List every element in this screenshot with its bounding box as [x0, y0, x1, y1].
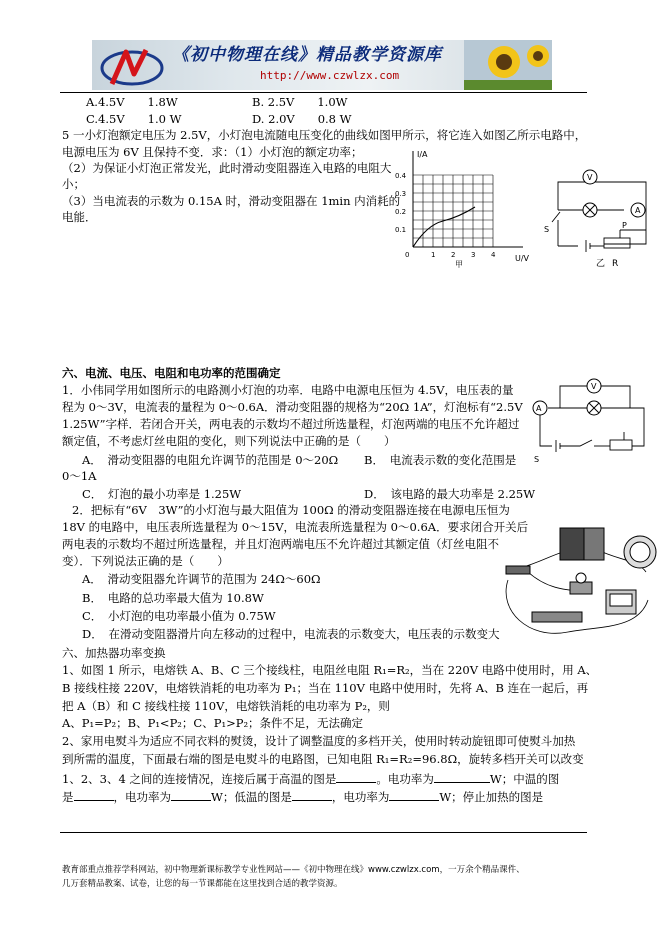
x-tick: 4 [491, 251, 496, 259]
heat-q2-line1: 2、家用电熨斗为适应不同衣料的熨烫，设计了调整温度的多档开关，使用时转动旋钮即可使熨斗加热 [62, 734, 576, 748]
heat-q2-line2: 到所需的温度，下面最右端的图是电熨斗的电路图，已知电阻 R₁=R₂=96.8Ω，旋转多档开关可以改变 [62, 752, 584, 766]
circuit-yi [538, 160, 660, 270]
ammeter-label: A [635, 206, 641, 215]
s6-p1-option-c: C． 灯泡的最小功率是 1.25W [82, 487, 242, 501]
s6-p2-line1: 2．把标有“6V 3W”的小灯泡与最大阻值为 100Ω 的滑动变阻器连接在电源电压恒为 [72, 503, 510, 517]
prev-option-c: C.4.5V 1.0 W [86, 112, 182, 126]
q5-line1: 5 一小灯泡额定电压为 2.5V，小灯泡电流随电压变化的曲线如图甲所示，将它连入如图乙所示电路中， [62, 128, 587, 142]
s6-p2-option-c: C． 小灯泡的电功率最小值为 0.75W [82, 609, 276, 623]
heat-q2-line4-part1: 是 [62, 790, 74, 804]
heat-q1-line3: 把 A（B）和 C 接线柱接 110V，电熔铁消耗的电功率为 P₂，则 [62, 699, 390, 713]
heat-q2-line4-part5: W；停止加热的图是 [439, 790, 544, 804]
y-tick: 0.4 [395, 172, 407, 180]
s6-p2-line3: 两电表的示数均不超过所选量程，并且灯泡两端电压不允许超过其额定值（灯丝电阻不 [62, 537, 499, 551]
heat-q2-line3-part3: W；中温的图 [489, 772, 560, 786]
heat-q1-line2: B 接线柱接 220V，电熔铁消耗的电功率为 P₁；当在 110V 电路中使用时，先将 A、B 连在一起后，再 [62, 681, 589, 695]
switch-label: S [534, 455, 540, 464]
answer-blank[interactable] [171, 790, 211, 801]
x-tick: 3 [471, 251, 476, 259]
x-tick: 2 [451, 251, 456, 259]
x-tick: 0 [405, 251, 410, 259]
graph-caption: 甲 [455, 260, 463, 269]
s6-p1-option-b-cont: 0～1A [62, 469, 97, 483]
circuit-caption: 乙 [596, 259, 606, 269]
q5-line4: 小； [62, 177, 85, 191]
s6-p2-option-b: B． 电路的总功率最大值为 10.8W [82, 591, 264, 605]
heat-q2-line3 [62, 772, 559, 786]
prev-option-a: A.4.5V 1.8W [86, 95, 178, 109]
heat-q2-line4 [62, 790, 543, 804]
y-tick: 0.2 [395, 208, 407, 216]
logo-icon [98, 44, 164, 88]
q5-line2: 电源电压为 6V 且保持不变．求：（1）小灯泡的额定功率； [62, 145, 363, 159]
slider-label: P [622, 221, 627, 230]
s6-p1-line2: 程为 0～3V，电流表的量程为 0～0.6A．滑动变阻器的规格为“20Ω 1A”，灯泡标有“2.5V [62, 400, 523, 414]
voltmeter-label: V [591, 382, 597, 391]
section6-heading: 六、电流、电压、电阻和电功率的范围确定 [62, 366, 281, 380]
circuit-s6-1 [520, 372, 650, 466]
heat-q2-line4-part3: W；低温的图是 [211, 790, 292, 804]
s6-p1-line4: 额定值，不考虑灯丝电阻的变化，则下列说法中正确的是（ ） [62, 434, 396, 448]
s6-p1-option-b: B． 电流表示数的变化范围是 [364, 453, 517, 467]
rheostat-icon [532, 612, 582, 622]
resistor-label: R [612, 259, 619, 269]
header-rule [60, 92, 587, 93]
q5-line6: 电能． [62, 210, 97, 224]
lamp-holder-icon [570, 573, 592, 594]
footer-rule [60, 832, 587, 833]
header-banner [92, 40, 552, 90]
heat-q1-line1: 1、如图 1 所示，电熔铁 A、B、C 三个接线柱，电阻丝电阻 R₁=R₂，当在 220V 电路中使用时，用 A、 [62, 663, 598, 677]
s6-p1-option-d: D． 该电路的最大功率是 2.25W [364, 487, 536, 501]
prev-option-b: B. 2.5V 1.0W [252, 95, 348, 109]
lamp-icon [587, 401, 601, 415]
banner-title: 《初中物理在线》精品教学资源库 [172, 45, 442, 65]
heat-q2-line4-part2: ，电功率为 [113, 790, 171, 804]
y-axis-label: I/A [417, 150, 428, 159]
s6-p2-line4: 变）．下列说法正确的是（ ） [62, 554, 229, 568]
y-tick: 0.3 [395, 190, 407, 198]
x-tick: 1 [431, 251, 436, 259]
y-tick: 0.1 [395, 226, 407, 234]
s6-p1-line1: 1．小伟同学用如图所示的电路测小灯泡的功率．电路中电源电压恒为 4.5V，电压表的量 [62, 383, 514, 397]
iv-curve [413, 207, 475, 247]
lamp-icon [583, 203, 597, 217]
sunflower-image [464, 40, 552, 90]
heat-q1-options: A、P₁=P₂；B、P₁<P₂；C、P₁>P₂；条件不足，无法确定 [62, 716, 364, 730]
heat-q2-line4-part4: ，电功率为 [331, 790, 390, 804]
q5-line3: （2）为保证小灯泡正常发光，此时滑动变阻器连入电路的电阻大 [62, 161, 392, 175]
banner-url: http://www.czwlzx.com [260, 69, 400, 82]
voltmeter-label: V [587, 173, 593, 182]
meter-icon [606, 590, 636, 614]
heat-q2-line3-part2: 。电功率为 [376, 772, 434, 786]
q5-line5: （3）当电流表的示数为 0.15A 时，滑动变阻器在 1min 内消耗的 [62, 194, 401, 208]
graph-jia [393, 145, 533, 269]
s6-p2-line2: 18V 的电路中，电压表所选量程为 0～15V，电流表所选量程为 0～0.6A．要求闭合开关后 [62, 520, 529, 534]
answer-blank[interactable] [336, 772, 376, 783]
battery-icon [560, 528, 604, 560]
answer-blank[interactable] [74, 790, 114, 801]
x-axis-label: U/V [515, 254, 530, 263]
answer-blank[interactable] [434, 772, 490, 783]
switch-label: S [544, 225, 550, 234]
s6-p1-option-a: A． 滑动变阻器的电阻允许调节的范围是 0～20Ω [82, 453, 339, 467]
s6-p1-line3: 1.25W”字样．若闭合开关，两电表的示数均不超过所选量程，灯泡两端的电压不允许超过 [62, 417, 520, 431]
switch-icon [552, 212, 560, 222]
heating-heading: 六、加热器功率变换 [62, 646, 166, 660]
s6-p2-option-a: A． 滑动变阻器允许调节的范围为 24Ω～60Ω [82, 572, 321, 586]
meter-icon [624, 536, 656, 568]
answer-blank[interactable] [292, 790, 332, 801]
footer-line1: 教育部重点推荐学科网站，初中物理新课标教学专业性网站——《初中物理在线》www.czwlzx.com，一万余个精品课件、 [62, 865, 525, 875]
s6-p2-option-d: D． 在滑动变阻器滑片向左移动的过程中，电流表的示数变大，电压表的示数变大 [82, 627, 500, 641]
apparatus-illustration [488, 520, 658, 644]
prev-option-d: D. 2.0V 0.8 W [252, 112, 352, 126]
answer-blank[interactable] [389, 790, 439, 801]
footer-line2: 几万套精品教案、试卷，让您的每一节课都能在这里找到合适的教学资源。 [62, 879, 343, 889]
heat-q2-line3-part1: 1、2、3、4 之间的连接情况，连接后属于高温的图是 [62, 772, 337, 786]
switch-icon [506, 566, 530, 574]
ammeter-label: A [536, 404, 542, 413]
